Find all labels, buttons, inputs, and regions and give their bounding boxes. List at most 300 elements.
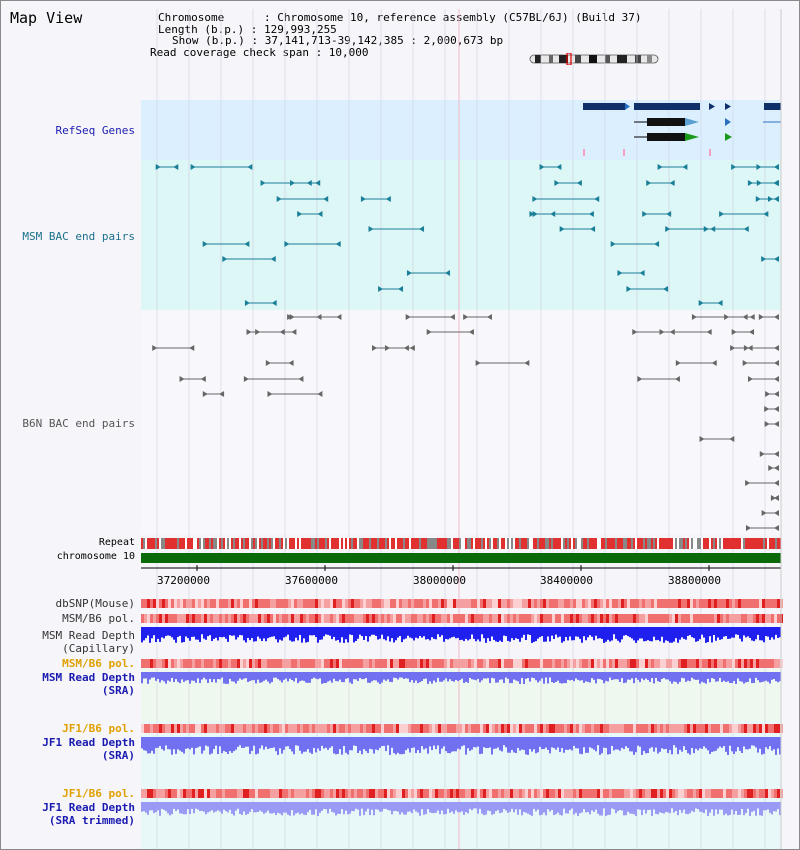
depth-bar — [153, 737, 155, 754]
polymorphism-cell — [612, 614, 615, 623]
depth-bar — [499, 802, 501, 813]
polymorphism-cell — [585, 599, 588, 608]
polymorphism-cell — [237, 789, 240, 798]
depth-bar — [567, 627, 569, 640]
polymorphism-cell — [672, 724, 675, 733]
polymorphism-cell — [738, 614, 741, 623]
polymorphism-cell — [510, 599, 513, 608]
depth-bar — [197, 627, 199, 640]
depth-bar — [663, 737, 665, 749]
depth-bar — [339, 627, 341, 642]
depth-bar — [171, 627, 173, 637]
track-label-jf1-b6-pol-2: JF1/B6 pol. — [62, 787, 135, 800]
polymorphism-cell — [690, 789, 693, 798]
polymorphism-cell — [771, 724, 774, 733]
polymorphism-cell — [435, 659, 438, 668]
depth-bar — [163, 672, 165, 681]
polymorphism-cell — [612, 599, 615, 608]
polymorphism-cell — [681, 789, 684, 798]
depth-bar — [333, 672, 335, 679]
depth-bar — [531, 737, 533, 752]
polymorphism-cell — [666, 614, 669, 623]
polymorphism-cell — [471, 789, 474, 798]
depth-bar — [627, 672, 629, 680]
repeat-bar — [215, 538, 217, 549]
polymorphism-cell — [264, 659, 267, 668]
depth-bar — [343, 672, 345, 682]
depth-bar — [705, 737, 707, 748]
depth-bar — [607, 737, 609, 755]
repeat-bar — [183, 538, 185, 549]
polymorphism-cell — [186, 599, 189, 608]
depth-bar — [371, 802, 373, 810]
polymorphism-cell — [210, 599, 213, 608]
polymorphism-cell — [645, 614, 648, 623]
repeat-bar — [673, 538, 675, 549]
polymorphism-cell — [171, 659, 174, 668]
repeat-bar — [571, 538, 573, 549]
repeat-bar — [413, 538, 415, 549]
polymorphism-cell — [735, 599, 738, 608]
polymorphism-cell — [681, 724, 684, 733]
depth-bar — [145, 802, 147, 813]
depth-bar — [489, 672, 491, 683]
depth-bar — [335, 627, 337, 641]
polymorphism-cell — [354, 724, 357, 733]
depth-bar — [765, 672, 767, 681]
depth-bar — [379, 672, 381, 684]
repeat-bar — [285, 538, 287, 549]
repeat-bar — [387, 538, 389, 549]
depth-bar — [297, 802, 299, 813]
polymorphism-cell — [555, 659, 558, 668]
depth-bar — [495, 627, 497, 641]
polymorphism-cell — [345, 724, 348, 733]
polymorphism-cell — [621, 599, 624, 608]
depth-bar — [321, 802, 323, 811]
depth-bar — [351, 672, 353, 684]
polymorphism-cell — [231, 599, 234, 608]
repeat-bar — [749, 538, 751, 549]
depth-bar — [591, 627, 593, 637]
depth-bar — [617, 802, 619, 811]
depth-bar — [717, 737, 719, 748]
polymorphism-cell — [219, 599, 222, 608]
polymorphism-cell — [264, 789, 267, 798]
polymorphism-cell — [570, 659, 573, 668]
repeat-bar — [269, 538, 271, 549]
repeat-bar — [619, 538, 621, 549]
polymorphism-cell — [195, 789, 198, 798]
polymorphism-cell — [564, 614, 567, 623]
polymorphism-cell — [684, 659, 687, 668]
depth-bar — [309, 737, 311, 753]
polymorphism-cell — [648, 614, 651, 623]
depth-bar — [421, 737, 423, 746]
repeat-bar — [597, 538, 599, 549]
depth-bar — [699, 737, 701, 748]
polymorphism-cell — [486, 659, 489, 668]
polymorphism-cell — [456, 659, 459, 668]
depth-bar — [567, 802, 569, 813]
polymorphism-cell — [297, 614, 300, 623]
depth-bar — [505, 737, 507, 747]
polymorphism-cell — [342, 789, 345, 798]
depth-bar — [697, 802, 699, 809]
polymorphism-cell — [645, 724, 648, 733]
polymorphism-cell — [750, 789, 753, 798]
polymorphism-cell — [219, 614, 222, 623]
chromosome-bar — [141, 553, 781, 563]
depth-bar — [255, 627, 257, 641]
depth-bar — [423, 627, 425, 636]
depth-bar — [181, 672, 183, 679]
depth-bar — [661, 627, 663, 637]
depth-bar — [755, 627, 757, 639]
polymorphism-cell — [189, 614, 192, 623]
depth-bar — [609, 737, 611, 754]
polymorphism-cell — [702, 659, 705, 668]
polymorphism-cell — [282, 724, 285, 733]
polymorphism-cell — [606, 614, 609, 623]
polymorphism-cell — [591, 599, 594, 608]
depth-bar — [289, 802, 291, 816]
polymorphism-cell — [408, 599, 411, 608]
polymorphism-cell — [447, 599, 450, 608]
repeat-bar — [599, 538, 601, 549]
polymorphism-cell — [153, 724, 156, 733]
repeat-bar — [509, 538, 511, 549]
depth-bar — [345, 672, 347, 679]
polymorphism-cell — [261, 789, 264, 798]
polymorphism-cell — [687, 659, 690, 668]
depth-bar — [343, 627, 345, 643]
polymorphism-cell — [678, 614, 681, 623]
depth-bar — [291, 627, 293, 642]
polymorphism-cell — [447, 724, 450, 733]
depth-bar — [435, 802, 437, 813]
polymorphism-cell — [684, 614, 687, 623]
polymorphism-cell — [420, 724, 423, 733]
polymorphism-cell — [687, 599, 690, 608]
depth-bar — [641, 627, 643, 638]
repeat-bar — [369, 538, 371, 549]
polymorphism-cell — [642, 789, 645, 798]
depth-bar — [365, 672, 367, 678]
depth-bar — [629, 737, 631, 751]
polymorphism-cell — [576, 724, 579, 733]
depth-bar — [585, 802, 587, 812]
repeat-bar — [753, 538, 755, 549]
msm-depth-cap-line1: MSM Read Depth — [42, 629, 135, 642]
depth-bar — [377, 672, 379, 682]
depth-bar — [703, 672, 705, 683]
repeat-bar — [235, 538, 237, 549]
depth-bar — [463, 737, 465, 745]
depth-bar — [395, 802, 397, 811]
depth-bar — [761, 737, 763, 755]
depth-bar — [465, 672, 467, 682]
repeat-bar — [721, 538, 723, 549]
depth-bar — [595, 737, 597, 751]
polymorphism-cell — [657, 724, 660, 733]
depth-bar — [687, 802, 689, 814]
depth-bar — [341, 737, 343, 755]
depth-bar — [683, 627, 685, 639]
polymorphism-cell — [702, 789, 705, 798]
polymorphism-cell — [537, 599, 540, 608]
depth-bar — [615, 737, 617, 749]
polymorphism-cell — [732, 789, 735, 798]
polymorphism-cell — [570, 724, 573, 733]
polymorphism-cell — [462, 724, 465, 733]
polymorphism-cell — [549, 659, 552, 668]
depth-bar — [583, 672, 585, 683]
depth-bar — [149, 627, 151, 643]
polymorphism-cell — [486, 724, 489, 733]
depth-bar — [777, 737, 779, 749]
repeat-bar — [221, 538, 223, 549]
polymorphism-cell — [192, 614, 195, 623]
depth-bar — [447, 802, 449, 809]
depth-bar — [623, 627, 625, 636]
polymorphism-cell — [492, 724, 495, 733]
msm-depth-sra-line1: MSM Read Depth — [42, 671, 135, 684]
repeat-bar — [209, 538, 211, 549]
depth-bar — [665, 802, 667, 812]
depth-bar — [243, 627, 245, 640]
polymorphism-cell — [234, 724, 237, 733]
depth-bar — [161, 802, 163, 809]
depth-bar — [577, 802, 579, 816]
polymorphism-cell — [480, 599, 483, 608]
repeat-bar — [279, 538, 281, 549]
polymorphism-cell — [354, 789, 357, 798]
polymorphism-cell — [507, 659, 510, 668]
depth-bar — [361, 802, 363, 809]
depth-bar — [511, 737, 513, 750]
polymorphism-cell — [327, 789, 330, 798]
depth-bar — [347, 802, 349, 814]
polymorphism-cell — [240, 614, 243, 623]
depth-bar — [713, 737, 715, 751]
depth-bar — [541, 627, 543, 636]
polymorphism-cell — [330, 659, 333, 668]
depth-bar — [649, 802, 651, 810]
polymorphism-cell — [564, 789, 567, 798]
depth-bar — [459, 802, 461, 812]
polymorphism-cell — [186, 614, 189, 623]
depth-bar — [713, 802, 715, 816]
polymorphism-cell — [411, 789, 414, 798]
polymorphism-cell — [339, 789, 342, 798]
polymorphism-cell — [408, 614, 411, 623]
depth-bar — [637, 627, 639, 640]
depth-bar — [521, 672, 523, 678]
depth-bar — [557, 802, 559, 813]
depth-bar — [747, 627, 749, 636]
polymorphism-cell — [600, 614, 603, 623]
polymorphism-cell — [732, 724, 735, 733]
depth-bar — [667, 672, 669, 679]
depth-bar — [455, 737, 457, 751]
depth-bar — [231, 627, 233, 636]
depth-bar — [693, 672, 695, 679]
polymorphism-cell — [381, 724, 384, 733]
depth-bar — [327, 737, 329, 750]
depth-bar — [769, 802, 771, 813]
depth-bar — [607, 672, 609, 681]
polymorphism-cell — [663, 599, 666, 608]
polymorphism-cell — [273, 599, 276, 608]
polymorphism-cell — [672, 614, 675, 623]
depth-bar — [147, 737, 149, 753]
depth-bar — [729, 737, 731, 746]
polymorphism-cell — [495, 659, 498, 668]
polymorphism-cell — [375, 614, 378, 623]
polymorphism-cell — [414, 724, 417, 733]
depth-bar — [455, 627, 457, 638]
depth-bar — [587, 627, 589, 637]
depth-bar — [275, 627, 277, 639]
depth-bar — [543, 627, 545, 642]
depth-bar — [335, 802, 337, 816]
polymorphism-cell — [777, 724, 780, 733]
depth-bar — [353, 627, 355, 642]
depth-bar — [269, 802, 271, 813]
depth-bar — [453, 672, 455, 682]
depth-bar — [701, 672, 703, 682]
depth-bar — [757, 627, 759, 635]
repeat-bar — [439, 538, 441, 549]
gene-block — [764, 103, 781, 110]
depth-bar — [679, 672, 681, 682]
depth-bar — [229, 672, 231, 679]
depth-bar — [223, 737, 225, 751]
depth-bar — [517, 627, 519, 639]
depth-bar — [231, 802, 233, 814]
depth-bar — [273, 802, 275, 813]
depth-bar — [283, 737, 285, 750]
depth-bar — [639, 627, 641, 638]
polymorphism-cell — [402, 614, 405, 623]
polymorphism-cell — [543, 599, 546, 608]
polymorphism-cell — [300, 724, 303, 733]
depth-bar — [565, 672, 567, 683]
polymorphism-cell — [195, 659, 198, 668]
polymorphism-cell — [771, 614, 774, 623]
repeat-bar — [659, 538, 661, 549]
depth-bar — [441, 672, 443, 682]
repeat-bar — [247, 538, 249, 549]
depth-bar — [477, 737, 479, 747]
depth-bar — [547, 802, 549, 809]
repeat-bar — [775, 538, 777, 549]
repeat-bar — [463, 538, 465, 549]
depth-bar — [285, 672, 287, 679]
view-title: Map View — [10, 9, 83, 27]
polymorphism-cell — [519, 724, 522, 733]
depth-bar — [195, 737, 197, 748]
polymorphism-cell — [357, 659, 360, 668]
depth-bar — [173, 672, 175, 682]
depth-bar — [761, 672, 763, 682]
polymorphism-cell — [639, 724, 642, 733]
depth-bar — [413, 672, 415, 683]
depth-bar — [473, 802, 475, 808]
polymorphism-cell — [162, 724, 165, 733]
polymorphism-cell — [618, 789, 621, 798]
depth-bar — [477, 627, 479, 639]
depth-bar — [531, 802, 533, 816]
polymorphism-cell — [492, 659, 495, 668]
polymorphism-cell — [603, 789, 606, 798]
polymorphism-cell — [630, 599, 633, 608]
tracks-canvas[interactable] — [1, 1, 799, 849]
polymorphism-cell — [225, 599, 228, 608]
depth-bar — [711, 802, 713, 809]
depth-bar — [707, 802, 709, 816]
depth-bar — [399, 802, 401, 815]
depth-bar — [225, 737, 227, 752]
polymorphism-cell — [354, 599, 357, 608]
depth-bar — [221, 672, 223, 678]
depth-bar — [431, 627, 433, 637]
repeat-bar — [503, 538, 505, 549]
polymorphism-cell — [636, 659, 639, 668]
polymorphism-cell — [618, 614, 621, 623]
polymorphism-cell — [741, 789, 744, 798]
polymorphism-cell — [606, 724, 609, 733]
depth-bar — [309, 627, 311, 635]
polymorphism-cell — [252, 614, 255, 623]
depth-bar — [609, 672, 611, 678]
depth-bar — [659, 627, 661, 641]
depth-bar — [443, 672, 445, 680]
depth-bar — [399, 672, 401, 678]
polymorphism-cell — [246, 659, 249, 668]
depth-bar — [255, 802, 257, 812]
depth-bar — [603, 672, 605, 683]
depth-bar — [471, 672, 473, 679]
depth-bar — [269, 627, 271, 637]
depth-bar — [163, 802, 165, 810]
depth-bar — [681, 802, 683, 813]
depth-bar — [253, 737, 255, 746]
depth-bar — [755, 672, 757, 678]
polymorphism-cell — [360, 659, 363, 668]
depth-bar — [589, 737, 591, 747]
polymorphism-cell — [297, 659, 300, 668]
polymorphism-cell — [765, 659, 768, 668]
depth-bar — [397, 627, 399, 638]
depth-bar — [261, 627, 263, 641]
depth-bar — [615, 672, 617, 679]
polymorphism-cell — [657, 789, 660, 798]
depth-bar — [605, 627, 607, 642]
depth-bar — [187, 672, 189, 680]
polymorphism-cell — [207, 789, 210, 798]
depth-bar — [671, 737, 673, 754]
polymorphism-cell — [711, 599, 714, 608]
depth-bar — [619, 737, 621, 751]
polymorphism-cell — [516, 614, 519, 623]
polymorphism-cell — [147, 659, 150, 668]
depth-bar — [263, 802, 265, 814]
depth-bar — [725, 802, 727, 814]
repeat-bar — [771, 538, 773, 549]
depth-bar — [767, 802, 769, 809]
